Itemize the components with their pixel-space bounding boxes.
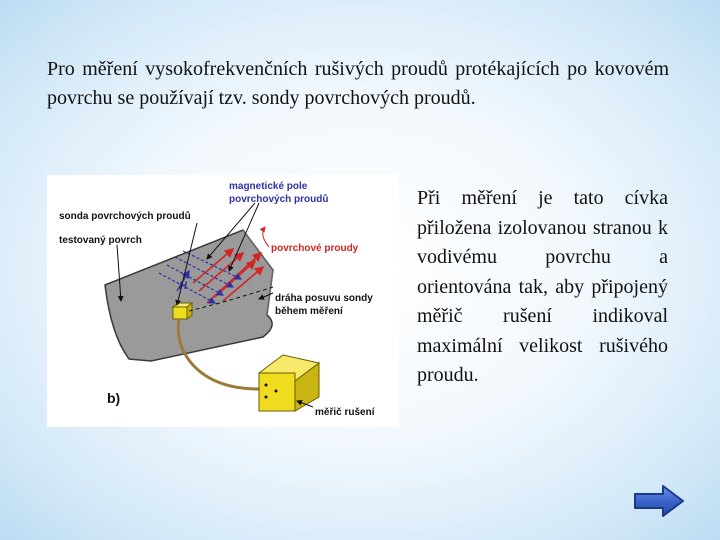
next-slide-button[interactable] bbox=[633, 484, 685, 518]
side-paragraph: Při měření je tato cívka přiložena izolovanou stranou k vodivému povrchu a orientována tak, aby připojený měřič rušení indikoval maximální velikost rušivého proudu. bbox=[417, 187, 668, 386]
label-surface-currents: povrchové proudy bbox=[271, 243, 359, 254]
label-probe-path-line1: dráha posuvu sondy bbox=[275, 293, 373, 304]
panel-label: b) bbox=[107, 390, 121, 406]
label-magnetic-field-line1: magnetické pole bbox=[229, 181, 308, 192]
label-probe-path-line2: během měření bbox=[275, 306, 343, 317]
tested-surface bbox=[105, 230, 273, 361]
interference-meter bbox=[259, 355, 319, 411]
probe-diagram-svg bbox=[47, 175, 399, 427]
arrow-right-icon bbox=[633, 484, 685, 518]
label-magnetic-field-line2: povrchových proudů bbox=[229, 194, 329, 205]
intro-paragraph: Pro měření vysokofrekvenčních rušivých proudů protékajících po kovovém povrchu se používají tzv. sondy povrchových proudů. bbox=[47, 58, 669, 109]
label-probe: sonda povrchových proudů bbox=[59, 211, 191, 222]
label-meter: měřič rušení bbox=[315, 407, 375, 418]
label-tested-surface: testovaný povrch bbox=[59, 235, 142, 246]
probe-diagram bbox=[47, 175, 399, 427]
field-vector-label: H bbox=[179, 280, 187, 292]
